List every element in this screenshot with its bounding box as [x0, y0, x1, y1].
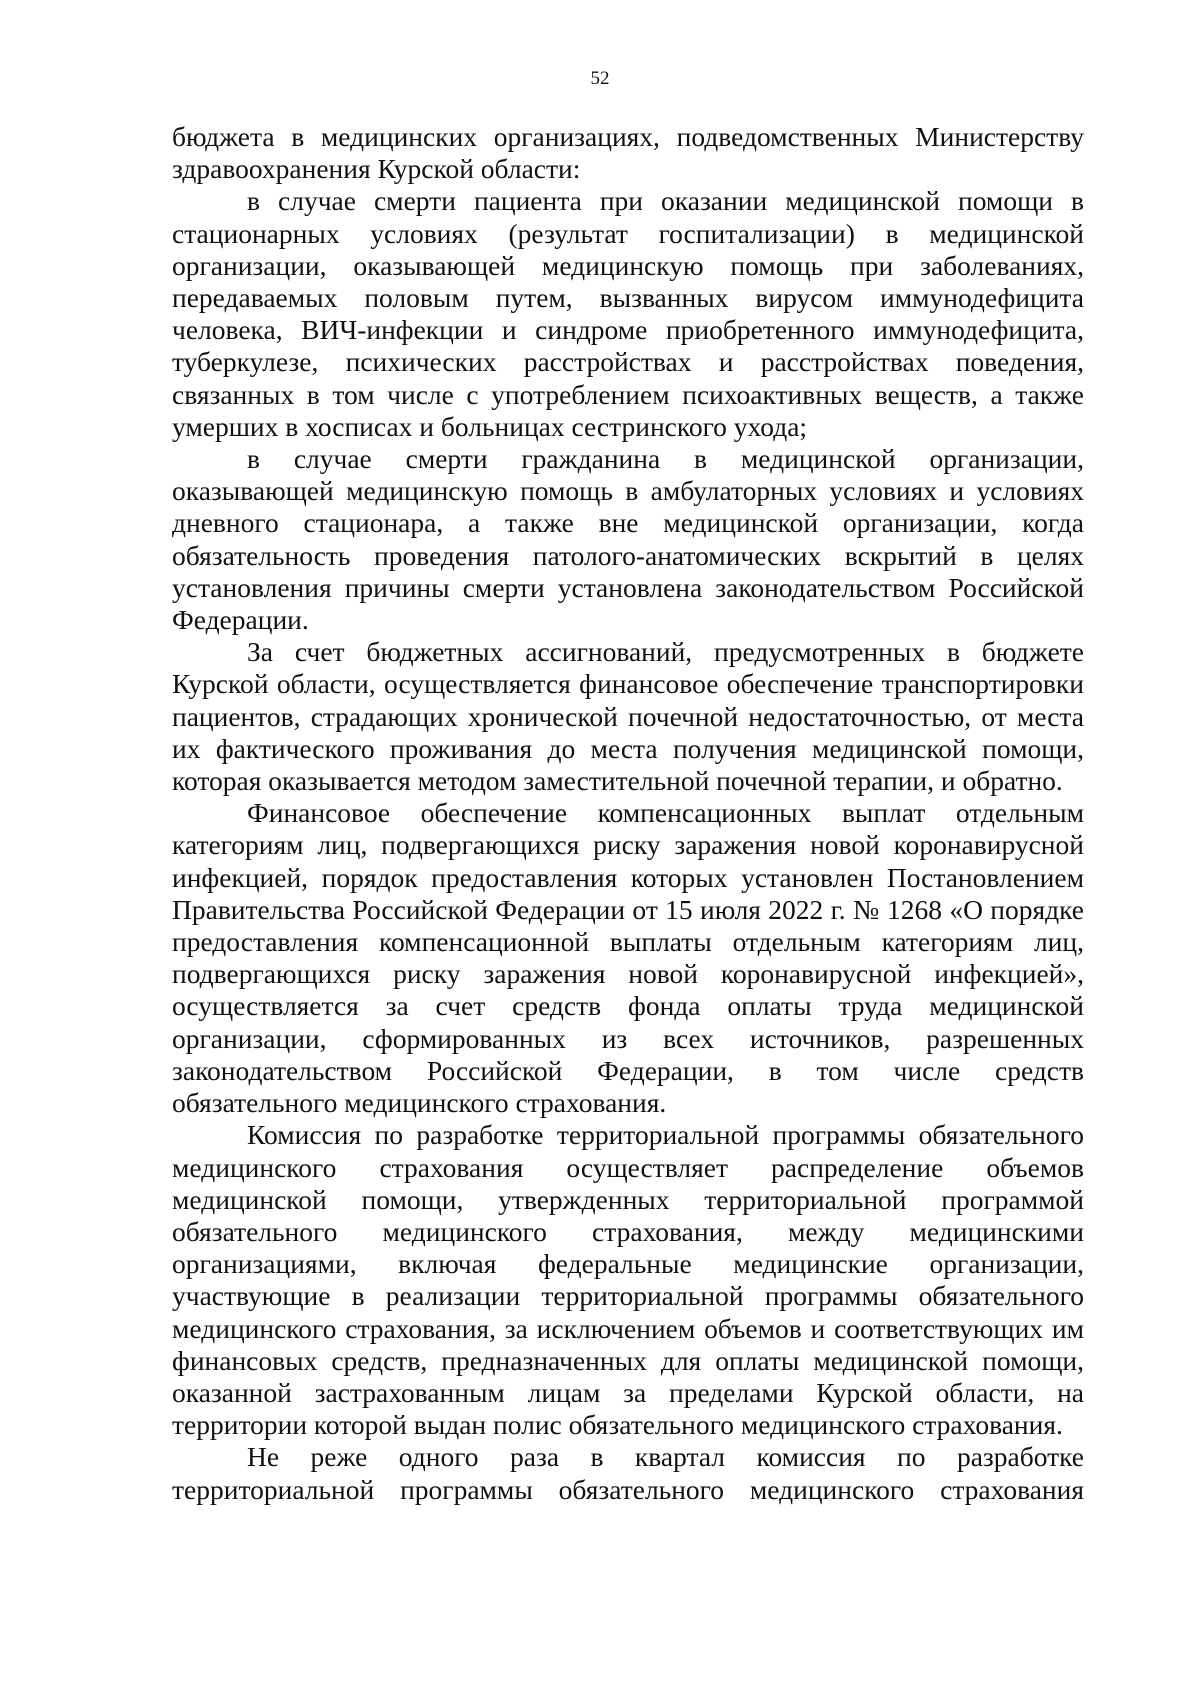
paragraph-outpatient-death: в случае смерти гражданина в медицинской организации, оказывающей медицинскую помощь в амбулаторных условиях и условиях дневного стационара, а также вне медицинской организации, когда обязательность проведения патолого-анатомических вскрытий в целях установления причины смерти установлена законодательством Российской Федерации.: [172, 443, 1084, 636]
page-number: 52: [590, 68, 610, 89]
paragraph-commission-distribution: Комиссия по разработке территориальной программы обязательного медицинского страхования осуществляет распределение объемов медицинской помощи, утвержденных территориальной программой обязательного медицинского страхования, между медицинскими организациями, включая федеральные медицинские организации, участвующие в реализации территориальной программы обязательного медицинского страхования, за исключением объемов и соответствующих им финансовых средств, предназначенных для оплаты медицинской помощи, оказанной застрахованным лицам за пределами Курской области, на территории которой выдан полис обязательного медицинского страхования.: [172, 1119, 1084, 1441]
paragraph-dialysis-transport: За счет бюджетных ассигнований, предусмотренных в бюджете Курской области, осуществляется финансовое обеспечение транспортировки пациентов, страдающих хронической почечной недостаточностью, от места их фактического проживания до места получения медицинской помощи, которая оказывается методом заместительной почечной терапии, и обратно.: [172, 636, 1084, 797]
document-body: [172, 121, 1084, 1506]
paragraph-inpatient-death: в случае смерти пациента при оказании медицинской помощи в стационарных условиях (результат госпитализации) в медицинской организации, оказывающей медицинскую помощь при заболеваниях, передаваемых половым путем, вызванных вирусом иммунодефицита человека, ВИЧ-инфекции и синдроме приобретенного иммунодефицита, туберкулезе, психических расстройствах и расстройствах поведения, связанных в том числе с употреблением психоактивных веществ, а также умерших в хосписах и больницах сестринского ухода;: [172, 185, 1084, 442]
paragraph-budget-continuation: бюджета в медицинских организациях, подведомственных Министерству здравоохранения Курской области:: [172, 121, 1084, 185]
paragraph-covid-compensation: Финансовое обеспечение компенсационных выплат отдельным категориям лиц, подвергающихся риску заражения новой коронавирусной инфекцией, порядок предоставления которых установлен Постановлением Правительства Российской Федерации от 15 июля 2022 г. № 1268 «О порядке предоставления компенсационной выплаты отдельным категориям лиц, подвергающихся риску заражения новой коронавирусной инфекцией», осуществляется за счет средств фонда оплаты труда медицинской организации, сформированных из всех источников, разрешенных законодательством Российской Федерации, в том числе средств обязательного медицинского страхования.: [172, 797, 1084, 1119]
paragraph-quarterly-commission: Не реже одного раза в квартал комиссия по разработке территориальной программы обязательного медицинского страхования: [172, 1441, 1084, 1505]
